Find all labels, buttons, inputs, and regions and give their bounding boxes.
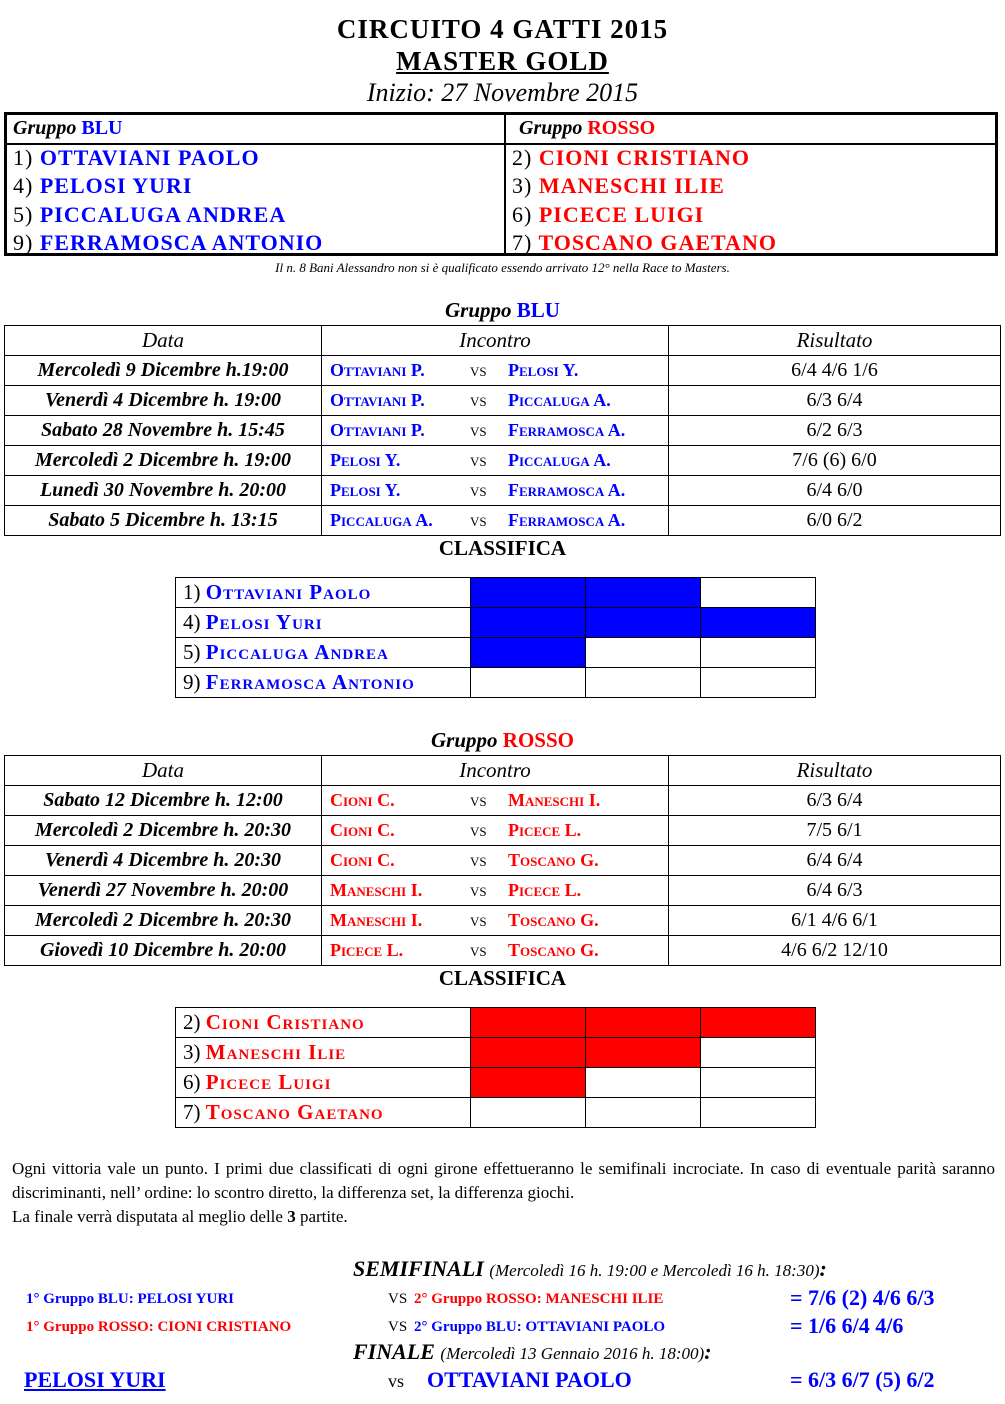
ranking-row [176, 1068, 816, 1098]
win-box-empty [471, 1098, 586, 1128]
match-date: Venerdì 27 Novembre h. 20:00 [5, 876, 322, 906]
match-players [322, 416, 669, 446]
group-blu-player: 4) PELOSI YURI [13, 173, 193, 198]
ranking-player: 9) Ferramosca Antonio [176, 668, 471, 698]
win-box-empty [701, 1068, 816, 1098]
match-row [5, 786, 1001, 816]
win-box-empty [701, 668, 816, 698]
ranking-row [176, 608, 816, 638]
semifinali-heading: SEMIFINALI (Mercoledì 16 h. 19:00 e Mercoledì 16 h. 18:30): [353, 1256, 827, 1281]
match-date: Sabato 28 Novembre h. 15:45 [5, 416, 322, 446]
semi-2-left: 1° Gruppo ROSSO: CIONI CRISTIANO [26, 1319, 292, 1335]
col-header-date: Data [5, 756, 322, 786]
win-box-filled [586, 578, 701, 608]
group-blu-player: 5) PICCALUGA ANDREA [13, 202, 287, 227]
ranking-row [176, 638, 816, 668]
match-date: Venerdì 4 Dicembre h. 20:30 [5, 846, 322, 876]
qualification-note: Il n. 8 Bani Alessandro non si è qualificato essendo arrivato 12° nella Race to Masters. [275, 260, 730, 275]
vs-label: vs [470, 910, 487, 930]
win-box-empty [586, 1098, 701, 1128]
win-box-filled [586, 1008, 701, 1038]
match-result: 6/4 6/3 [669, 876, 1001, 906]
match-row [5, 416, 1001, 446]
semi-1-right: 2° Gruppo ROSSO: MANESCHI ILIE [414, 1291, 664, 1307]
group-blu-header: Gruppo BLU [13, 117, 123, 139]
match-row [5, 476, 1001, 506]
player-2: Toscano G. [508, 850, 599, 870]
player-2: Ferramosca A. [508, 420, 626, 440]
ranking-player: 5) Piccaluga Andrea [176, 638, 471, 668]
finale-heading: FINALE (Mercoledì 13 Gennaio 2016 h. 18:00): [353, 1339, 712, 1364]
finale-winner: PELOSI YURI [24, 1367, 166, 1392]
semi-2-vs: VS [388, 1319, 408, 1335]
blu-ranking-table [175, 577, 816, 698]
rosso-schedule-title: Gruppo ROSSO [431, 728, 574, 752]
vs-label: vs [470, 360, 487, 380]
page-subtitle: MASTER GOLD [396, 46, 609, 76]
player-2: Toscano G. [508, 910, 599, 930]
match-date: Mercoledì 9 Dicembre h.19:00 [5, 356, 322, 386]
ranking-row [176, 578, 816, 608]
semi-1-result: = 7/6 (2) 4/6 6/3 [790, 1285, 935, 1310]
ranking-player: 2) Cioni Cristiano [176, 1008, 471, 1038]
group-rosso-player: 3) MANESCHI ILIE [512, 173, 725, 198]
match-players [322, 906, 669, 936]
vs-label: vs [470, 820, 487, 840]
match-result: 4/6 6/2 12/10 [669, 936, 1001, 966]
col-header-date: Data [5, 326, 322, 356]
col-header-match: Incontro [322, 326, 669, 356]
win-box-empty [586, 1068, 701, 1098]
vs-label: vs [470, 940, 487, 960]
blu-classifica-title: CLASSIFICA [438, 536, 567, 560]
group-blu-player: 1) OTTAVIANI PAOLO [13, 145, 260, 170]
match-result: 6/4 4/6 1/6 [669, 356, 1001, 386]
ranking-player: 6) Picece Luigi [176, 1068, 471, 1098]
player-2: Picece L. [508, 820, 582, 840]
vs-label: vs [470, 480, 487, 500]
group-rosso-player: 6) PICECE LUIGI [512, 202, 705, 227]
win-box-filled [586, 1038, 701, 1068]
player-2: Picece L. [508, 880, 582, 900]
match-players [322, 356, 669, 386]
player-1: Cioni C. [330, 820, 395, 840]
win-box-filled [471, 1068, 586, 1098]
match-result: 6/2 6/3 [669, 416, 1001, 446]
player-2: Pelosi Y. [508, 360, 579, 380]
match-date: Mercoledì 2 Dicembre h. 20:30 [5, 906, 322, 936]
col-header-result: Risultato [669, 756, 1001, 786]
match-players [322, 876, 669, 906]
win-box-filled [471, 638, 586, 668]
rosso-classifica-title: CLASSIFICA [438, 966, 567, 990]
win-box-filled [471, 1038, 586, 1068]
match-row [5, 446, 1001, 476]
player-2: Maneschi I. [508, 790, 601, 810]
finale-vs: vs [388, 1371, 405, 1391]
blu-schedule-table [4, 325, 1001, 536]
match-date: Mercoledì 2 Dicembre h. 20:30 [5, 816, 322, 846]
ranking-row [176, 1008, 816, 1038]
player-1: Maneschi I. [330, 880, 423, 900]
player-1: Maneschi I. [330, 910, 423, 930]
match-result: 6/3 6/4 [669, 786, 1001, 816]
match-date: Sabato 5 Dicembre h. 13:15 [5, 506, 322, 536]
ranking-row [176, 1098, 816, 1128]
match-result: 7/5 6/1 [669, 816, 1001, 846]
player-2: Piccaluga A. [508, 390, 611, 410]
win-box-empty [701, 1098, 816, 1128]
match-date: Lunedì 30 Novembre h. 20:00 [5, 476, 322, 506]
match-row [5, 506, 1001, 536]
semi-2-result: = 1/6 6/4 4/6 [790, 1313, 904, 1338]
match-row [5, 876, 1001, 906]
player-1: Cioni C. [330, 790, 395, 810]
win-box-empty [471, 668, 586, 698]
vs-label: vs [470, 510, 487, 530]
vs-label: vs [470, 880, 487, 900]
win-box-empty [586, 668, 701, 698]
col-header-match: Incontro [322, 756, 669, 786]
ranking-row [176, 1038, 816, 1068]
vs-label: vs [470, 390, 487, 410]
ranking-player: 3) Maneschi Ilie [176, 1038, 471, 1068]
player-2: Toscano G. [508, 940, 599, 960]
group-rosso-header: Gruppo ROSSO [519, 117, 656, 139]
match-date: Sabato 12 Dicembre h. 12:00 [5, 786, 322, 816]
group-rosso-player: 7) TOSCANO GAETANO [512, 230, 777, 255]
vs-label: vs [470, 420, 487, 440]
player-1: Ottaviani P. [330, 420, 425, 440]
win-box-empty [701, 1038, 816, 1068]
groups-box [4, 112, 998, 256]
match-players [322, 936, 669, 966]
match-players [322, 506, 669, 536]
win-box-filled [701, 608, 816, 638]
ranking-player: 4) Pelosi Yuri [176, 608, 471, 638]
finale-result: = 6/3 6/7 (5) 6/2 [790, 1367, 935, 1392]
win-box-filled [471, 578, 586, 608]
match-result: 6/4 6/4 [669, 846, 1001, 876]
match-players [322, 386, 669, 416]
player-1: Pelosi Y. [330, 450, 401, 470]
semi-1-vs: VS [388, 1291, 408, 1307]
match-row [5, 936, 1001, 966]
match-players [322, 476, 669, 506]
rules-line-1: Ogni vittoria vale un punto. I primi due classificati di ogni girone effettueranno le semifinali incrociate. In caso di eventuale parità saranno discriminanti, nell’ ordine: lo scontro diretto, la differenza set, la differenza giochi. [12, 1159, 995, 1202]
player-1: Ottaviani P. [330, 390, 425, 410]
match-players [322, 446, 669, 476]
match-players [322, 816, 669, 846]
match-row [5, 846, 1001, 876]
ranking-player: 7) Toscano Gaetano [176, 1098, 471, 1128]
player-2: Ferramosca A. [508, 480, 626, 500]
match-players [322, 846, 669, 876]
rules-line-2: La finale verrà disputata al meglio delle 3 partite. [12, 1207, 348, 1226]
match-date: Mercoledì 2 Dicembre h. 19:00 [5, 446, 322, 476]
page-title: CIRCUITO 4 GATTI 2015 [336, 14, 669, 44]
win-box-filled [471, 1008, 586, 1038]
rules-text [12, 1157, 995, 1229]
semi-1-left: 1° Gruppo BLU: PELOSI YURI [26, 1291, 234, 1307]
win-box-filled [586, 608, 701, 638]
win-box-empty [701, 638, 816, 668]
player-1: Picece L. [330, 940, 404, 960]
ranking-player: 1) Ottaviani Paolo [176, 578, 471, 608]
player-1: Ottaviani P. [330, 360, 425, 380]
player-1: Cioni C. [330, 850, 395, 870]
player-2: Ferramosca A. [508, 510, 626, 530]
match-players [322, 786, 669, 816]
rosso-schedule-table [4, 755, 1001, 966]
match-row [5, 386, 1001, 416]
player-2: Piccaluga A. [508, 450, 611, 470]
match-row [5, 906, 1001, 936]
match-date: Giovedì 10 Dicembre h. 20:00 [5, 936, 322, 966]
match-result: 6/0 6/2 [669, 506, 1001, 536]
start-date: Inizio: 27 Novembre 2015 [366, 78, 639, 107]
group-rosso-player: 2) CIONI CRISTIANO [512, 145, 751, 170]
vs-label: vs [470, 450, 487, 470]
blu-schedule-title: Gruppo BLU [445, 298, 560, 322]
col-header-result: Risultato [669, 326, 1001, 356]
vs-label: vs [470, 850, 487, 870]
semi-2-right: 2° Gruppo BLU: OTTAVIANI PAOLO [414, 1319, 666, 1335]
match-date: Venerdì 4 Dicembre h. 19:00 [5, 386, 322, 416]
match-result: 7/6 (6) 6/0 [669, 446, 1001, 476]
win-box-empty [701, 578, 816, 608]
player-1: Piccaluga A. [330, 510, 433, 530]
match-row [5, 816, 1001, 846]
group-blu-player: 9) FERRAMOSCA ANTONIO [13, 230, 324, 255]
match-row [5, 356, 1001, 386]
win-box-filled [701, 1008, 816, 1038]
finale-runnerup: OTTAVIANI PAOLO [427, 1367, 632, 1392]
vs-label: vs [470, 790, 487, 810]
match-result: 6/4 6/0 [669, 476, 1001, 506]
win-box-filled [471, 608, 586, 638]
player-1: Pelosi Y. [330, 480, 401, 500]
rosso-ranking-table [175, 1007, 816, 1128]
match-result: 6/1 4/6 6/1 [669, 906, 1001, 936]
match-result: 6/3 6/4 [669, 386, 1001, 416]
ranking-row [176, 668, 816, 698]
win-box-empty [586, 638, 701, 668]
